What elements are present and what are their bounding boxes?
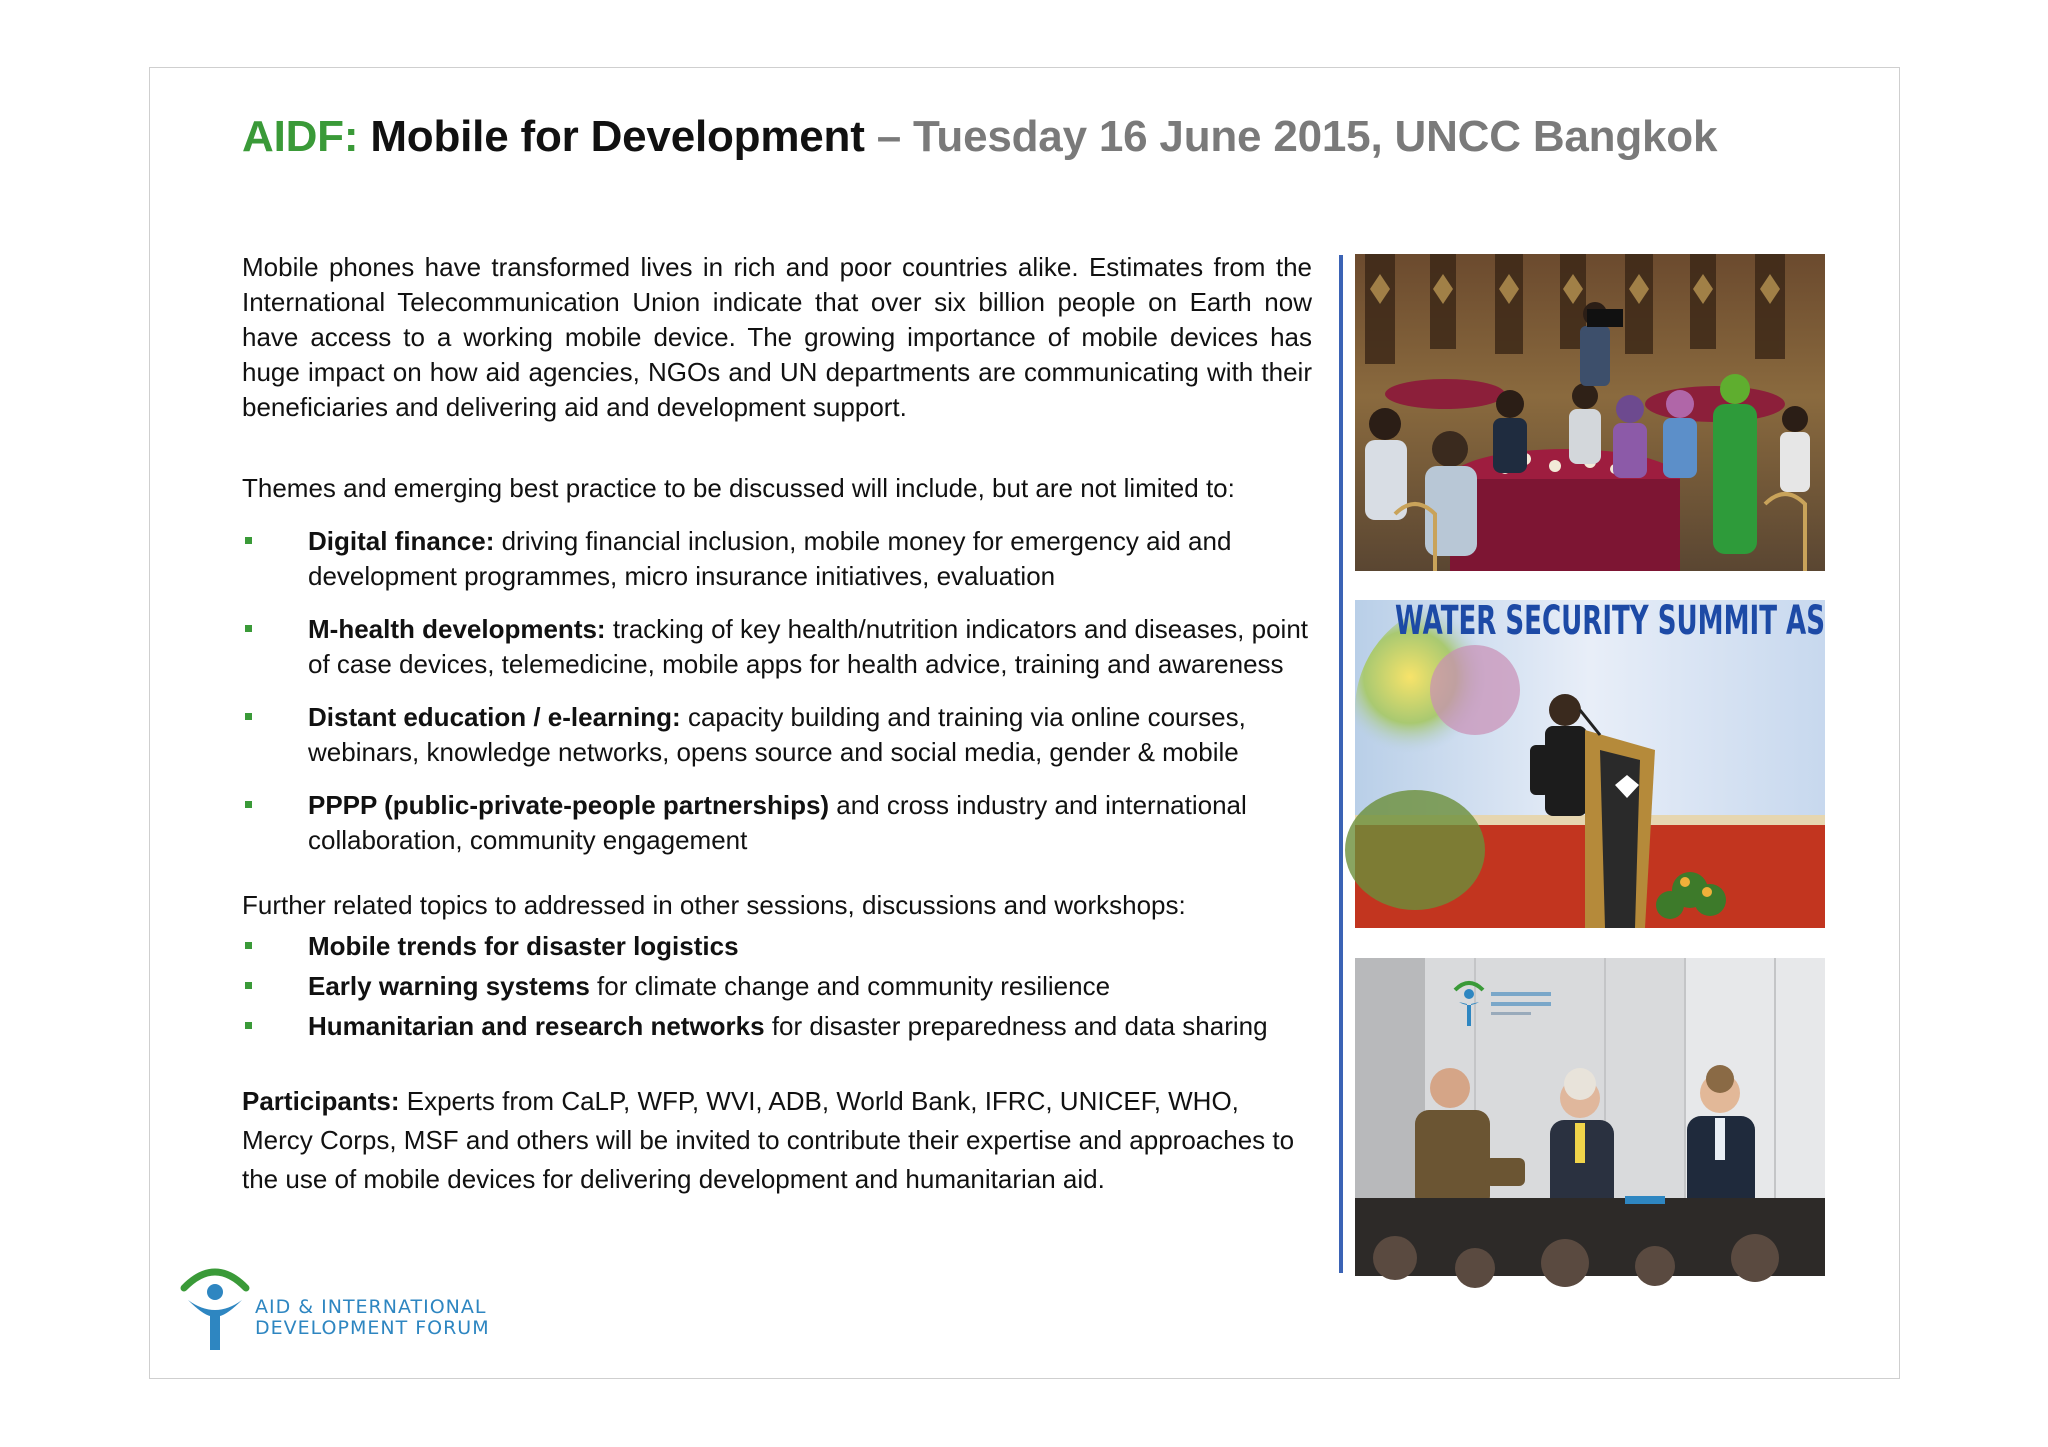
speaker-podium-image [1355, 600, 1825, 928]
aidf-logo-icon [180, 1262, 250, 1354]
title-main: Mobile for Development [370, 112, 865, 161]
further-topic-title: Early warning systems [308, 971, 590, 1001]
green-bullet-icon [245, 537, 252, 544]
further-topics-list [242, 929, 1312, 1044]
theme-text: capacity building and training via online courses, webinars, knowledge networks, opens source and social media, gender & mobile [308, 702, 1246, 767]
further-topic-item [242, 929, 1312, 964]
green-bullet-icon [245, 801, 252, 808]
participants-text: Experts from CaLP, WFP, WVI, ADB, World Bank, IFRC, UNICEF, WHO, Mercy Corps, MSF and others will be invited to contribute their expertise and approaches to the use of mobile devices for delivering development and humanitarian aid. [242, 1086, 1295, 1194]
further-topic-text: for climate change and community resilience [589, 971, 1111, 1001]
panel-discussion-image [1355, 958, 1825, 1276]
further-topic-title: Mobile trends for disaster logistics [308, 931, 739, 961]
photo-panel-discussion [1355, 958, 1825, 1276]
photo-speaker-podium [1355, 600, 1825, 928]
participants-paragraph [242, 1082, 1312, 1199]
text-column [242, 250, 1312, 1199]
green-bullet-icon [245, 1022, 252, 1029]
aidf-logo-text [255, 1297, 490, 1339]
theme-item [242, 612, 1312, 682]
theme-title: M-health developments: [308, 614, 606, 644]
vertical-divider [1339, 255, 1343, 1273]
theme-text: and cross industry and international collaboration, community engagement [308, 790, 1247, 855]
green-bullet-icon [245, 713, 252, 720]
theme-item [242, 700, 1312, 770]
further-topic-text: for disaster preparedness and data sharing [764, 1011, 1268, 1041]
conference-hall-image [1355, 254, 1825, 571]
participants-label: Participants: [242, 1086, 400, 1116]
further-topics-heading: Further related topics to addressed in other sessions, discussions and workshops: [242, 890, 1186, 920]
slide-title [242, 112, 1717, 162]
further-topic-item [242, 969, 1312, 1004]
theme-item [242, 788, 1312, 858]
themes-list [242, 524, 1312, 858]
green-bullet-icon [245, 942, 252, 949]
further-topic-title: Humanitarian and research networks [308, 1011, 765, 1041]
summit-banner-text: WATER SECURITY SUMMIT AS [1395, 598, 1825, 644]
theme-text: tracking of key health/nutrition indicators and diseases, point of case devices, telemedicine, mobile apps for health advice, training and awareness [308, 614, 1308, 679]
green-bullet-icon [245, 625, 252, 632]
themes-heading: Themes and emerging best practice to be discussed will include, but are not limited to: [242, 473, 1235, 503]
title-aidf: AIDF: [242, 112, 359, 161]
intro-paragraph: Mobile phones have transformed lives in rich and poor countries alike. Estimates from the International Telecommunication Union indicate that over six billion people on Earth now have access to a working mobile device. The growing importance of mobile devices has huge impact on how aid agencies, NGOs and UN departments are communicating with their beneficiaries and delivering aid and development support. [242, 252, 1312, 422]
theme-item [242, 524, 1312, 594]
aidf-logo [180, 1262, 500, 1354]
theme-title: Distant education / e-learning: [308, 702, 681, 732]
logo-line-2: DEVELOPMENT FORUM [255, 1317, 490, 1339]
theme-title: PPPP (public-private-people partnerships) [308, 790, 830, 820]
green-bullet-icon [245, 982, 252, 989]
theme-title: Digital finance: [308, 526, 495, 556]
further-topic-item [242, 1009, 1312, 1044]
title-date-venue: – Tuesday 16 June 2015, UNCC Bangkok [876, 112, 1718, 161]
photo-conference-hall [1355, 254, 1825, 571]
theme-text: driving financial inclusion, mobile money for emergency aid and development programmes, micro insurance initiatives, evaluation [308, 526, 1232, 591]
logo-line-1: AID & INTERNATIONAL [255, 1296, 487, 1318]
